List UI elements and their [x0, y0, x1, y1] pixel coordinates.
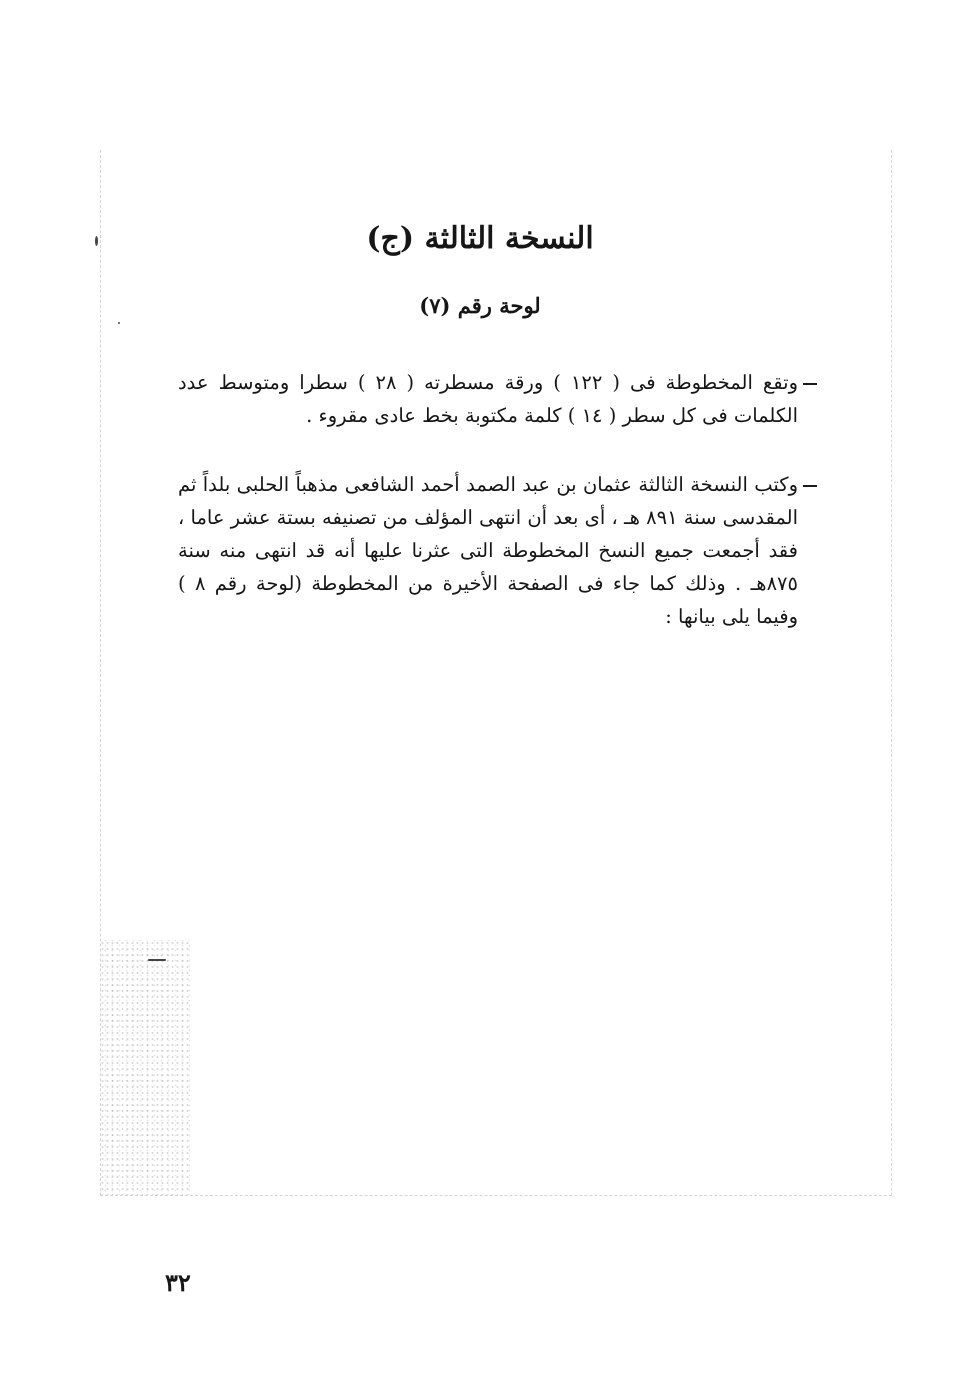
scan-speck [118, 322, 120, 324]
paragraph-manuscript-description: وتقع المخطوطة فى ( ١٢٢ ) ورقة مسطرته ( ٢٨ ) سطرا ومتوسط عدد الكلمات فى كل سطر ( ١٤ ) كلمة مكتوبة بخط عادى مقروء . [178, 371, 799, 427]
page-title: النسخة الثالثة (ج) [366, 221, 594, 256]
paragraph-bullet [803, 485, 817, 487]
scan-noise [100, 940, 190, 1195]
paragraph-bullet [803, 383, 817, 385]
scan-speck [148, 959, 166, 961]
paragraph-scribe-details: وكتب النسخة الثالثة عثمان بن عبد الصمد أحمد الشافعى مذهباً الحلبى بلداً ثم المقدسى سنة ٨٩١ هـ ، أى بعد أن انتهى المؤلف من تصنيفه بستة عشر عاما ، فقد أجمعت جميع النسخ المخطوطة التى عثرنا عليها أنه قد انتهى منه سنة ٨٧٥هـ . وذلك كما جاء فى الصفحة الأخيرة من المخطوطة (لوحة رقم ٨ ) وفيما يلى بيانها : [178, 473, 798, 628]
page-subtitle: لوحة رقم (٧) [419, 293, 541, 318]
scan-speck [95, 236, 98, 246]
page-number: ٣٢ [165, 1268, 191, 1297]
